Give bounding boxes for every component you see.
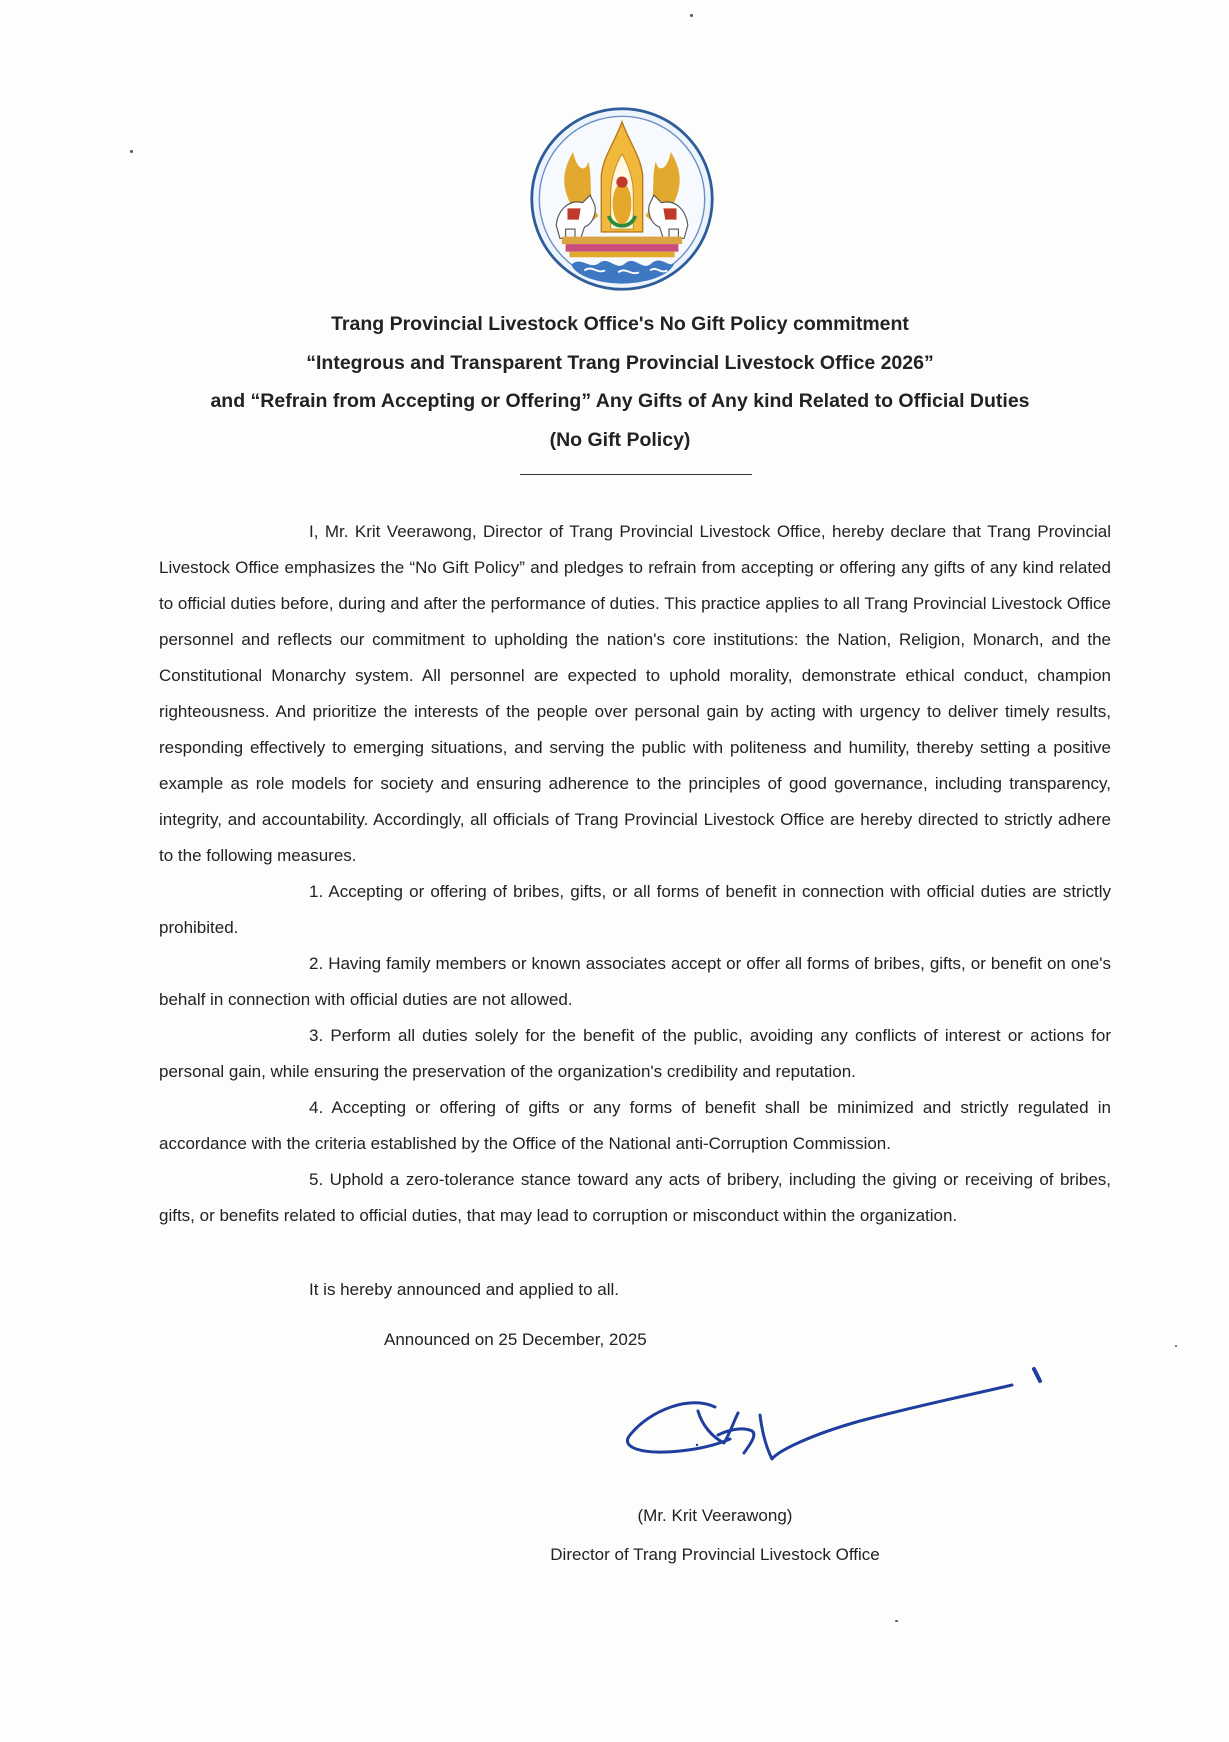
signer-title: Director of Trang Provincial Livestock Office: [550, 1545, 880, 1564]
measure-item: 5. Uphold a zero-tolerance stance toward any acts of bribery, including the giving or receiving of bribes, gifts, or benefits related to official duties, that may lead to corruption or misconduct within the organization.: [159, 1170, 1111, 1225]
announcement-body: [159, 514, 1111, 1234]
title-underline: [520, 474, 752, 475]
scan-speck: [1175, 1345, 1177, 1347]
signer-name: (Mr. Krit Veerawong): [637, 1506, 793, 1525]
measure-item: 2. Having family members or known associates accept or offer all forms of bribes, gifts, or benefit on one's behalf in connection with official duties are not allowed.: [159, 954, 1111, 1009]
intro-paragraph: I, Mr. Krit Veerawong, Director of Trang Provincial Livestock Office, hereby declare that Trang Provincial Livestock Office emphasizes the “No Gift Policy” and pledges to refrain from accepting or offering any gifts of any kind related to official duties before, during and after the performance of duties. This practice applies to all Trang Provincial Livestock Office personnel and reflects our commitment to upholding the nation's core institutions: the Nation, Religion, Monarch, and the Constitutional Monarchy system. All personnel are expected to uphold morality, demonstrate ethical conduct, champion righteousness. And prioritize the interests of the people over personal gain by acting with urgency to deliver timely results, responding effectively to emerging situations, and serving the public with politeness and humility, thereby setting a positive example as role models for society and ensuring adherence to the principles of good governance, including transparency, integrity, and accountability. Accordingly, all officials of Trang Provincial Livestock Office are hereby directed to strictly adhere to the following measures.: [159, 522, 1111, 865]
title-line: (No Gift Policy): [549, 428, 691, 451]
scan-speck: [130, 150, 133, 153]
closing-statement: It is hereby announced and applied to all.: [309, 1280, 620, 1299]
title-line: and “Refrain from Accepting or Offering” Any Gifts of Any kind Related to Official Duties: [210, 390, 1030, 412]
scan-speck: [690, 14, 693, 17]
measure-item: 3. Perform all duties solely for the benefit of the public, avoiding any conflicts of interest or actions for personal gain, while ensuring the preservation of the organization's credibility and reputation.: [159, 1026, 1111, 1081]
measure-item: 4. Accepting or offering of gifts or any forms of benefit shall be minimized and strictly regulated in accordance with the criteria established by the Office of the National anti-Corruption Commission.: [159, 1098, 1111, 1153]
trang-provincial-livestock-office-seal-icon: [528, 105, 716, 293]
title-line: Trang Provincial Livestock Office's No Gift Policy commitment: [331, 313, 909, 335]
signature-icon: [620, 1355, 1050, 1475]
title-line: “Integrous and Transparent Trang Provincial Livestock Office 2026”: [306, 351, 934, 374]
scan-speck: [895, 1620, 898, 1622]
document-title: [120, 305, 1120, 459]
measure-item: 1. Accepting or offering of bribes, gifts, or all forms of benefit in connection with official duties are strictly prohibited.: [159, 882, 1111, 937]
announcement-date: Announced on 25 December, 2025: [384, 1330, 647, 1349]
